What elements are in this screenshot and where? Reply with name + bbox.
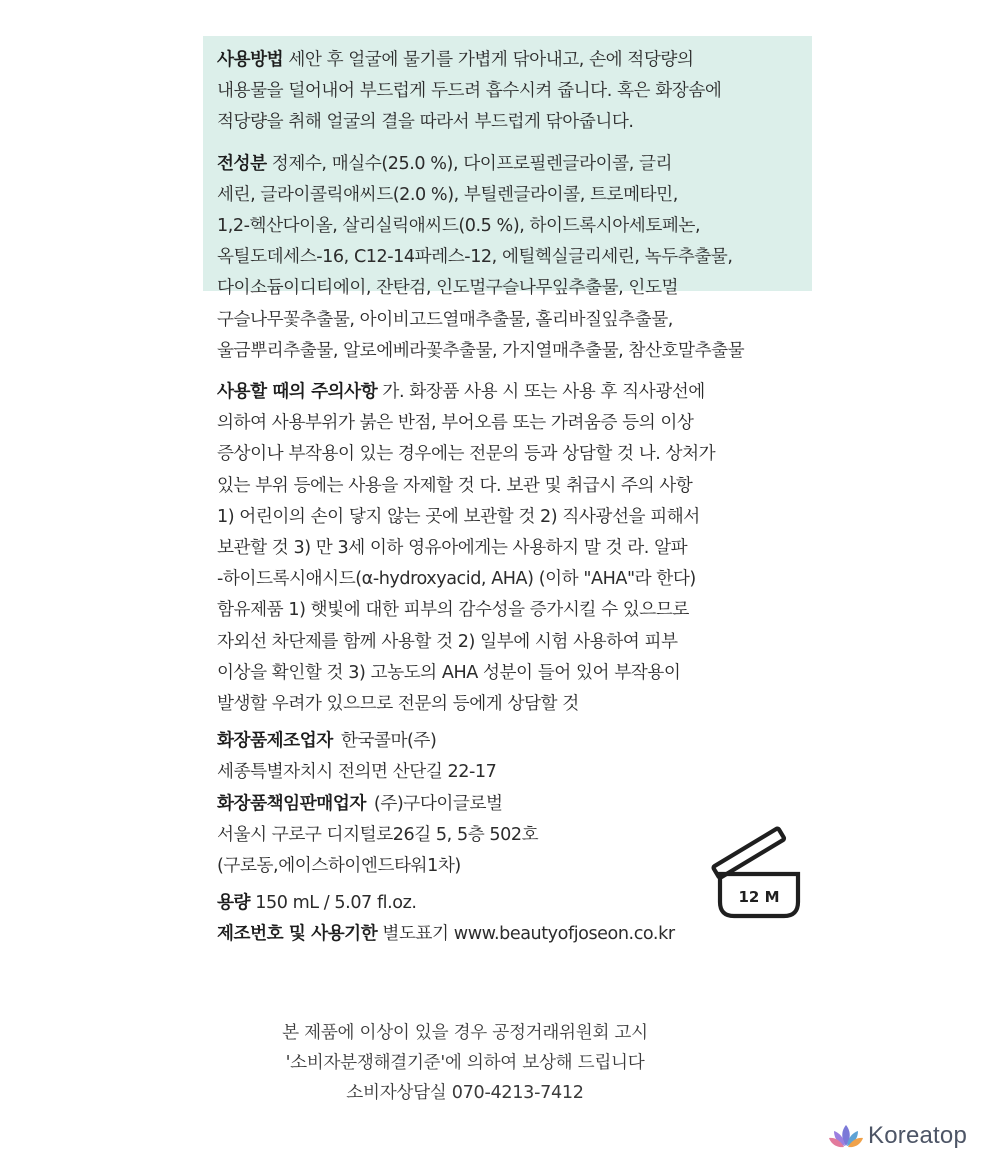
precautions-line: 1) 어린이의 손이 닿지 않는 곳에 보관할 것 2) 직사광선을 피해서 [217, 506, 700, 527]
precautions-line: 이상을 확인할 것 3) 고농도의 AHA 성분이 들어 있어 부작용이 [217, 662, 681, 683]
volume-value: 150 mL / 5.07 fl.oz. [255, 893, 417, 914]
lotus-icon [828, 1122, 864, 1150]
distributor-address: 서울시 구로구 디지털로26길 5, 5층 502호 [217, 824, 539, 845]
open-jar-icon [706, 818, 802, 922]
usage-line: 내용물을 덜어내어 부드럽게 두드려 흡수시켜 줍니다. 혹은 화장솜에 [217, 81, 722, 102]
precautions-line: 증상이나 부작용이 있는 경우에는 전문의 등과 상담할 것 나. 상처가 [217, 444, 716, 465]
precautions-line: 발생할 우려가 있으므로 전문의 등에게 상담할 것 [217, 694, 579, 715]
distributor-name: (주)구다이글로벌 [373, 793, 503, 814]
precautions-line: 자외선 차단제를 함께 사용할 것 2) 일부에 시험 사용하여 피부 [217, 631, 678, 652]
label-content [217, 45, 795, 951]
distributor-label: 화장품책임판매업자 [217, 793, 366, 814]
manufacturer-address: 세종특별자치시 전의면 산단길 22-17 [217, 762, 497, 783]
precautions-line: -하이드록시애시드(α-hydroxyacid, AHA) (이하 "AHA"라 한다) [217, 569, 696, 590]
ingredients-section [217, 149, 795, 367]
watermark [828, 1120, 967, 1152]
precautions-line: 있는 부위 등에는 사용을 자제할 것 다. 보관 및 취급시 주의 사항 [217, 475, 693, 496]
notice-line: 소비자상담실 070-4213-7412 [346, 1083, 584, 1103]
volume-label: 용량 [217, 893, 251, 914]
ingredients-line: 1,2-헥산다이올, 살리실릭애씨드(0.5 %), 하이드록시아세토페논, [217, 216, 701, 237]
ingredients-line: 다이소듐이디티에이, 잔탄검, 인도멀구슬나무잎추출물, 인도멀 [217, 278, 679, 299]
distributor-building: (구로동,에이스하이엔드타워1차) [217, 856, 461, 877]
batch-label: 제조번호 및 사용기한 [217, 924, 378, 945]
consumer-notice [185, 1018, 745, 1108]
ingredients-line: 정제수, 매실수(25.0 %), 다이프로필렌글라이콜, 글리 [271, 153, 673, 174]
precautions-section [217, 377, 795, 720]
notice-line: 본 제품에 이상이 있을 경우 공정거래위원회 고시 [282, 1023, 648, 1043]
watermark-text: Koreatop [868, 1122, 968, 1149]
precautions-label: 사용할 때의 주의사항 [217, 382, 378, 403]
precautions-line: 의하여 사용부위가 붉은 반점, 부어오름 또는 가려움증 등의 이상 [217, 413, 694, 434]
precautions-line: 가. 화장품 사용 시 또는 사용 후 직사광선에 [382, 382, 705, 403]
ingredients-label: 전성분 [217, 153, 267, 174]
website-url[interactable]: www.beautyofjoseon.co.kr [453, 924, 675, 945]
manufacturer-name: 한국콜마(주) [340, 731, 437, 752]
manufacturer-label: 화장품제조업자 [217, 731, 333, 752]
precautions-line: 보관할 것 3) 만 3세 이하 영유아에게는 사용하지 말 것 라. 알파 [217, 538, 688, 559]
ingredients-line: 세린, 글라이콜릭애씨드(2.0 %), 부틸렌글라이콜, 트로메타민, [217, 184, 678, 205]
usage-line: 적당량을 취해 얼굴의 결을 따라서 부드럽게 닦아줍니다. [217, 112, 634, 133]
pao-label: 12 M [738, 888, 780, 906]
precautions-line: 함유제품 1) 햇빛에 대한 피부의 감수성을 증가시킬 수 있으므로 [217, 600, 689, 621]
usage-section [217, 45, 795, 139]
batch-value: 별도표기 [382, 924, 449, 945]
ingredients-line: 구슬나무꽃추출물, 아이비고드열매추출물, 홀리바질잎추출물, [217, 309, 673, 330]
ingredients-line: 울금뿌리추출물, 알로에베라꽃추출물, 가지열매추출물, 참산호말추출물 [217, 340, 745, 361]
ingredients-line: 옥틸도데세스-16, C12-14파레스-12, 에틸헥실글리세린, 녹두추출물, [217, 247, 733, 268]
usage-line: 세안 후 얼굴에 물기를 가볍게 닦아내고, 손에 적당량의 [288, 50, 694, 70]
usage-label: 사용방법 [217, 50, 284, 70]
notice-line: '소비자분쟁해결기준'에 의하여 보상해 드립니다 [285, 1053, 645, 1073]
